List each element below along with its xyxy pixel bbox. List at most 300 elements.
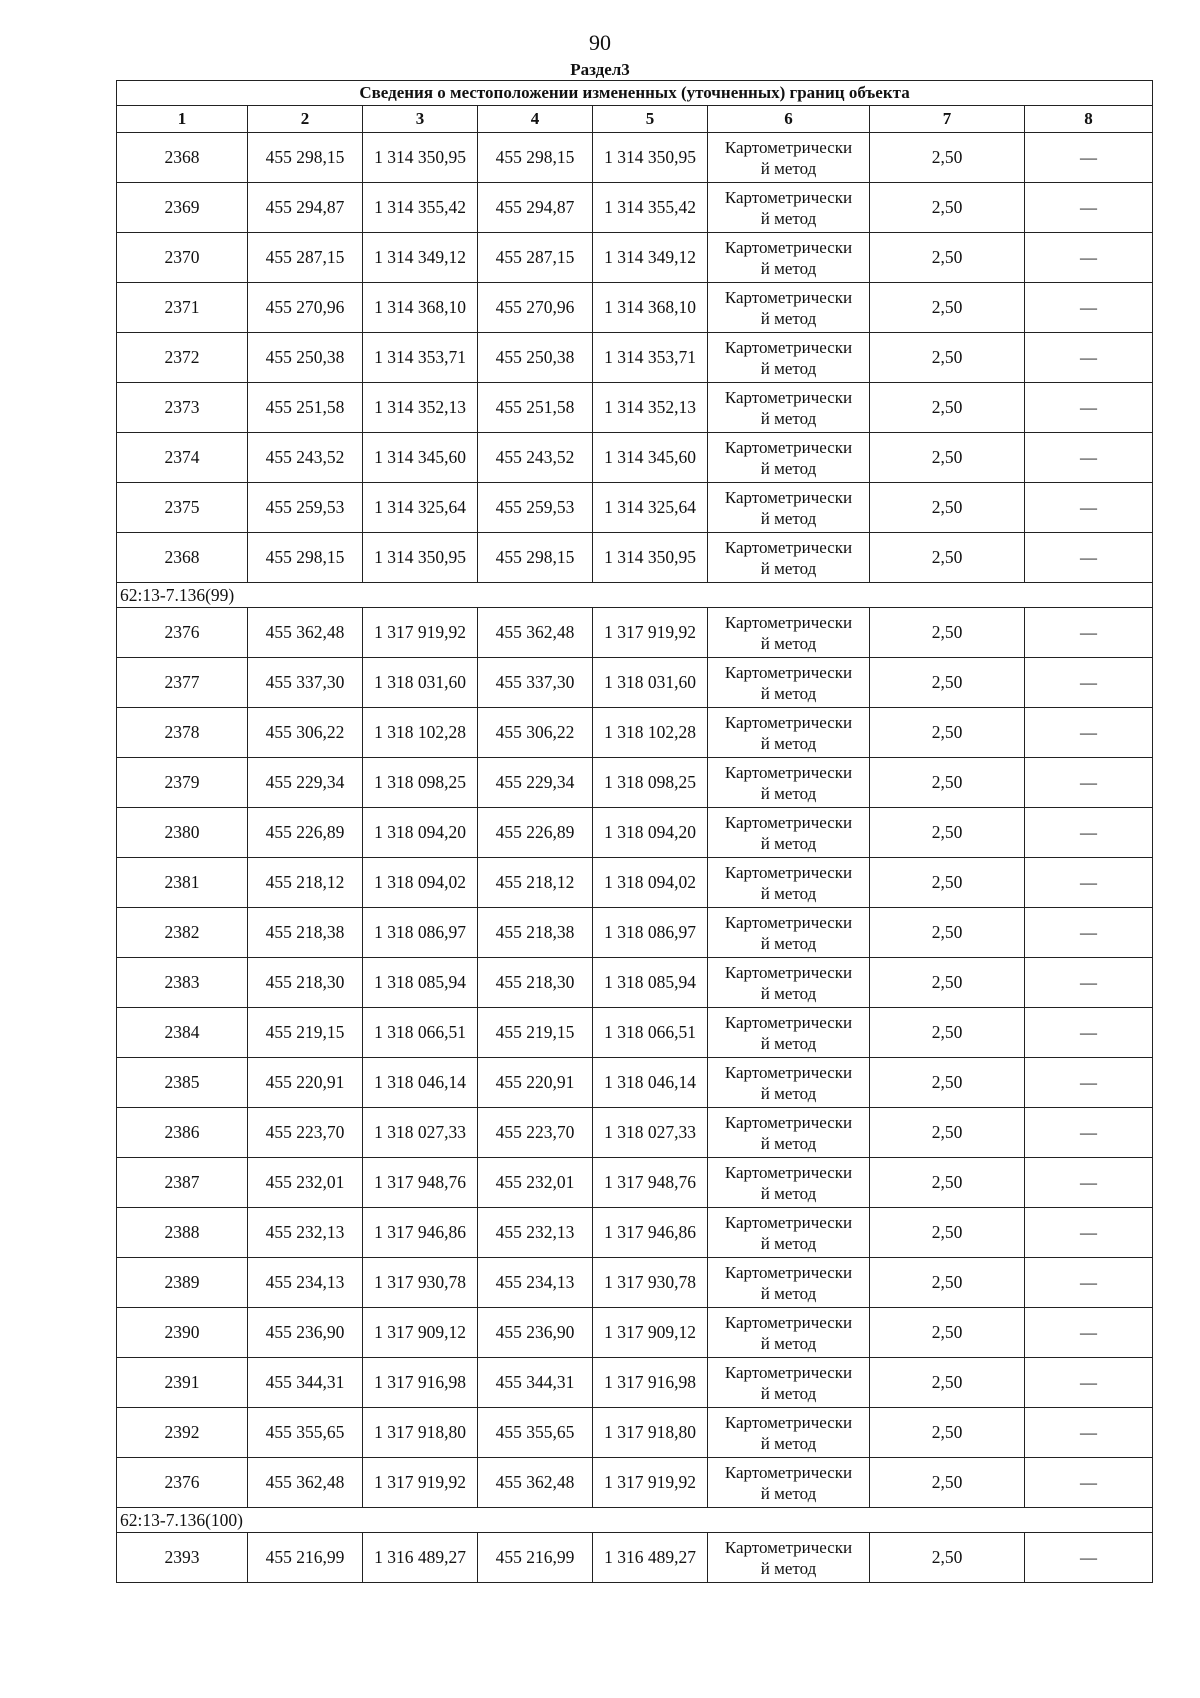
description-cell: — (1025, 383, 1153, 433)
x-new-cell: 455 355,65 (478, 1408, 593, 1458)
y-new-cell: 1 318 098,25 (593, 758, 708, 808)
accuracy-cell: 2,50 (870, 758, 1025, 808)
y-new-cell: 1 317 909,12 (593, 1308, 708, 1358)
method-text-line: Картометрически (724, 537, 853, 557)
y-new-cell: 1 317 919,92 (593, 608, 708, 658)
x-old-cell: 455 223,70 (248, 1108, 363, 1158)
table-row (117, 233, 1153, 283)
table-row (117, 1008, 1153, 1058)
method-cell (708, 183, 870, 233)
method-text-line: Картометрически (724, 187, 853, 207)
method-cell (708, 1408, 870, 1458)
x-old-cell: 455 220,91 (248, 1058, 363, 1108)
accuracy-cell: 2,50 (870, 383, 1025, 433)
table-row (117, 1458, 1153, 1508)
point-number-cell: 2377 (117, 658, 248, 708)
point-number-cell: 2379 (117, 758, 248, 808)
x-old-cell: 455 226,89 (248, 808, 363, 858)
accuracy-cell: 2,50 (870, 233, 1025, 283)
column-header: 4 (478, 106, 593, 133)
accuracy-cell: 2,50 (870, 1208, 1025, 1258)
point-number-cell: 2376 (117, 608, 248, 658)
method-text-line: Картометрически (724, 612, 853, 632)
method-cell (708, 908, 870, 958)
point-number-cell: 2371 (117, 283, 248, 333)
x-new-cell: 455 287,15 (478, 233, 593, 283)
y-new-cell: 1 318 046,14 (593, 1058, 708, 1108)
x-new-cell: 455 344,31 (478, 1358, 593, 1408)
method-cell (708, 858, 870, 908)
x-new-cell: 455 243,52 (478, 433, 593, 483)
method-text-line: й метод (760, 458, 817, 478)
method-text-line: й метод (760, 508, 817, 528)
description-cell: — (1025, 1458, 1153, 1508)
y-new-cell: 1 317 919,92 (593, 1458, 708, 1508)
description-cell: — (1025, 908, 1153, 958)
method-text-line: й метод (760, 633, 817, 653)
group-row (117, 583, 1153, 608)
point-number-cell: 2372 (117, 333, 248, 383)
table-row (117, 708, 1153, 758)
point-number-cell: 2381 (117, 858, 248, 908)
x-new-cell: 455 218,12 (478, 858, 593, 908)
x-new-cell: 455 298,15 (478, 133, 593, 183)
table-body (117, 133, 1153, 1583)
method-text-line: й метод (760, 358, 817, 378)
table-row (117, 1358, 1153, 1408)
y-old-cell: 1 318 098,25 (363, 758, 478, 808)
point-number-cell: 2392 (117, 1408, 248, 1458)
method-text-line: й метод (760, 1483, 817, 1503)
method-text-line: й метод (760, 1433, 817, 1453)
y-old-cell: 1 314 352,13 (363, 383, 478, 433)
method-cell (708, 808, 870, 858)
y-old-cell: 1 318 102,28 (363, 708, 478, 758)
x-old-cell: 455 362,48 (248, 1458, 363, 1508)
y-old-cell: 1 314 350,95 (363, 533, 478, 583)
x-new-cell: 455 259,53 (478, 483, 593, 533)
y-new-cell: 1 318 027,33 (593, 1108, 708, 1158)
method-cell (708, 333, 870, 383)
table-row (117, 1533, 1153, 1583)
y-new-cell: 1 317 918,80 (593, 1408, 708, 1458)
description-cell: — (1025, 1058, 1153, 1108)
y-new-cell: 1 317 930,78 (593, 1258, 708, 1308)
x-old-cell: 455 236,90 (248, 1308, 363, 1358)
x-old-cell: 455 234,13 (248, 1258, 363, 1308)
description-cell: — (1025, 708, 1153, 758)
accuracy-cell: 2,50 (870, 333, 1025, 383)
description-cell: — (1025, 808, 1153, 858)
method-text-line: й метод (760, 1083, 817, 1103)
method-text-line: Картометрически (724, 437, 853, 457)
y-new-cell: 1 318 102,28 (593, 708, 708, 758)
description-cell: — (1025, 1408, 1153, 1458)
method-text-line: Картометрически (724, 812, 853, 832)
method-text-line: й метод (760, 1183, 817, 1203)
x-new-cell: 455 236,90 (478, 1308, 593, 1358)
y-new-cell: 1 317 948,76 (593, 1158, 708, 1208)
method-cell (708, 758, 870, 808)
method-cell (708, 708, 870, 758)
description-cell: — (1025, 283, 1153, 333)
table-row (117, 908, 1153, 958)
point-number-cell: 2368 (117, 533, 248, 583)
method-text-line: Картометрически (724, 1462, 853, 1482)
method-text-line: й метод (760, 1383, 817, 1403)
x-old-cell: 455 251,58 (248, 383, 363, 433)
y-new-cell: 1 314 345,60 (593, 433, 708, 483)
description-cell: — (1025, 858, 1153, 908)
method-text-line: й метод (760, 1558, 817, 1578)
x-old-cell: 455 243,52 (248, 433, 363, 483)
group-label: 62:13-7.136(99) (117, 583, 1153, 608)
y-new-cell: 1 318 086,97 (593, 908, 708, 958)
x-old-cell: 455 250,38 (248, 333, 363, 383)
x-old-cell: 455 337,30 (248, 658, 363, 708)
y-old-cell: 1 314 325,64 (363, 483, 478, 533)
x-old-cell: 455 218,38 (248, 908, 363, 958)
table-row (117, 183, 1153, 233)
table-row (117, 958, 1153, 1008)
point-number-cell: 2370 (117, 233, 248, 283)
method-cell (708, 1208, 870, 1258)
table-row (117, 1058, 1153, 1108)
accuracy-cell: 2,50 (870, 608, 1025, 658)
x-old-cell: 455 298,15 (248, 533, 363, 583)
x-old-cell: 455 294,87 (248, 183, 363, 233)
method-cell (708, 133, 870, 183)
y-new-cell: 1 318 066,51 (593, 1008, 708, 1058)
x-new-cell: 455 220,91 (478, 1058, 593, 1108)
accuracy-cell: 2,50 (870, 1158, 1025, 1208)
y-new-cell: 1 317 946,86 (593, 1208, 708, 1258)
x-old-cell: 455 219,15 (248, 1008, 363, 1058)
method-text-line: Картометрически (724, 962, 853, 982)
accuracy-cell: 2,50 (870, 1008, 1025, 1058)
x-new-cell: 455 270,96 (478, 283, 593, 333)
y-old-cell: 1 314 350,95 (363, 133, 478, 183)
y-old-cell: 1 314 345,60 (363, 433, 478, 483)
table-row (117, 1408, 1153, 1458)
table-row (117, 133, 1153, 183)
x-old-cell: 455 355,65 (248, 1408, 363, 1458)
method-text-line: й метод (760, 258, 817, 278)
y-new-cell: 1 314 352,13 (593, 383, 708, 433)
table-row (117, 758, 1153, 808)
table-row (117, 433, 1153, 483)
method-text-line: Картометрически (724, 1012, 853, 1032)
method-text-line: й метод (760, 933, 817, 953)
method-cell (708, 433, 870, 483)
description-cell: — (1025, 758, 1153, 808)
y-old-cell: 1 318 046,14 (363, 1058, 478, 1108)
description-cell: — (1025, 1533, 1153, 1583)
description-cell: — (1025, 1208, 1153, 1258)
column-header: 8 (1025, 106, 1153, 133)
accuracy-cell: 2,50 (870, 1458, 1025, 1508)
section-title: Раздел3 (570, 60, 630, 79)
accuracy-cell: 2,50 (870, 1308, 1025, 1358)
x-old-cell: 455 344,31 (248, 1358, 363, 1408)
y-old-cell: 1 314 355,42 (363, 183, 478, 233)
y-old-cell: 1 317 909,12 (363, 1308, 478, 1358)
point-number-cell: 2387 (117, 1158, 248, 1208)
method-text-line: й метод (760, 1033, 817, 1053)
point-number-cell: 2378 (117, 708, 248, 758)
x-new-cell: 455 216,99 (478, 1533, 593, 1583)
description-cell: — (1025, 658, 1153, 708)
point-number-cell: 2393 (117, 1533, 248, 1583)
x-old-cell: 455 287,15 (248, 233, 363, 283)
method-text-line: й метод (760, 733, 817, 753)
method-cell (708, 383, 870, 433)
description-cell: — (1025, 958, 1153, 1008)
x-new-cell: 455 232,13 (478, 1208, 593, 1258)
x-new-cell: 455 223,70 (478, 1108, 593, 1158)
y-new-cell: 1 314 325,64 (593, 483, 708, 533)
method-text-line: й метод (760, 1233, 817, 1253)
x-new-cell: 455 294,87 (478, 183, 593, 233)
column-header: 7 (870, 106, 1025, 133)
y-old-cell: 1 318 066,51 (363, 1008, 478, 1058)
point-number-cell: 2373 (117, 383, 248, 433)
accuracy-cell: 2,50 (870, 708, 1025, 758)
point-number-cell: 2369 (117, 183, 248, 233)
x-old-cell: 455 232,13 (248, 1208, 363, 1258)
description-cell: — (1025, 183, 1153, 233)
x-new-cell: 455 251,58 (478, 383, 593, 433)
method-text-line: Картометрически (724, 912, 853, 932)
method-cell (708, 608, 870, 658)
x-new-cell: 455 234,13 (478, 1258, 593, 1308)
accuracy-cell: 2,50 (870, 1533, 1025, 1583)
table-title: Сведения о местоположении измененных (уточненных) границ объекта (117, 81, 1153, 106)
accuracy-cell: 2,50 (870, 433, 1025, 483)
method-text-line: Картометрически (724, 387, 853, 407)
x-new-cell: 455 298,15 (478, 533, 593, 583)
table-row (117, 1308, 1153, 1358)
accuracy-cell: 2,50 (870, 183, 1025, 233)
x-new-cell: 455 226,89 (478, 808, 593, 858)
table-row (117, 283, 1153, 333)
method-text-line: Картометрически (724, 487, 853, 507)
method-text-line: Картометрически (724, 1212, 853, 1232)
description-cell: — (1025, 483, 1153, 533)
accuracy-cell: 2,50 (870, 1258, 1025, 1308)
point-number-cell: 2376 (117, 1458, 248, 1508)
y-new-cell: 1 316 489,27 (593, 1533, 708, 1583)
method-cell (708, 1458, 870, 1508)
y-new-cell: 1 314 349,12 (593, 233, 708, 283)
group-row (117, 1508, 1153, 1533)
method-cell (708, 1308, 870, 1358)
method-text-line: Картометрически (724, 862, 853, 882)
method-text-line: Картометрически (724, 137, 853, 157)
method-text-line: Картометрически (724, 1312, 853, 1332)
table-row (117, 808, 1153, 858)
y-old-cell: 1 316 489,27 (363, 1533, 478, 1583)
method-text-line: й метод (760, 1333, 817, 1353)
x-new-cell: 455 232,01 (478, 1158, 593, 1208)
y-old-cell: 1 318 031,60 (363, 658, 478, 708)
method-text-line: Картометрически (724, 1537, 853, 1557)
method-text-line: й метод (760, 1283, 817, 1303)
method-text-line: й метод (760, 833, 817, 853)
description-cell: — (1025, 608, 1153, 658)
method-text-line: Картометрически (724, 712, 853, 732)
method-cell (708, 533, 870, 583)
method-cell (708, 233, 870, 283)
y-new-cell: 1 314 350,95 (593, 133, 708, 183)
accuracy-cell: 2,50 (870, 1358, 1025, 1408)
table-row (117, 483, 1153, 533)
x-old-cell: 455 216,99 (248, 1533, 363, 1583)
method-cell (708, 1008, 870, 1058)
description-cell: — (1025, 333, 1153, 383)
x-new-cell: 455 218,30 (478, 958, 593, 1008)
y-old-cell: 1 318 094,02 (363, 858, 478, 908)
column-header: 1 (117, 106, 248, 133)
x-old-cell: 455 270,96 (248, 283, 363, 333)
point-number-cell: 2384 (117, 1008, 248, 1058)
x-old-cell: 455 232,01 (248, 1158, 363, 1208)
method-cell (708, 1158, 870, 1208)
point-number-cell: 2391 (117, 1358, 248, 1408)
point-number-cell: 2368 (117, 133, 248, 183)
method-text-line: Картометрически (724, 762, 853, 782)
x-new-cell: 455 362,48 (478, 1458, 593, 1508)
description-cell: — (1025, 1358, 1153, 1408)
y-old-cell: 1 314 353,71 (363, 333, 478, 383)
description-cell: — (1025, 133, 1153, 183)
x-old-cell: 455 362,48 (248, 608, 363, 658)
method-cell (708, 958, 870, 1008)
x-new-cell: 455 362,48 (478, 608, 593, 658)
y-new-cell: 1 318 031,60 (593, 658, 708, 708)
column-header: 3 (363, 106, 478, 133)
method-cell (708, 1108, 870, 1158)
column-header: 6 (708, 106, 870, 133)
table-row (117, 1158, 1153, 1208)
description-cell: — (1025, 1108, 1153, 1158)
method-text-line: й метод (760, 883, 817, 903)
description-cell: — (1025, 1158, 1153, 1208)
y-old-cell: 1 317 930,78 (363, 1258, 478, 1308)
x-old-cell: 455 218,30 (248, 958, 363, 1008)
x-new-cell: 455 229,34 (478, 758, 593, 808)
method-text-line: й метод (760, 1133, 817, 1153)
x-old-cell: 455 218,12 (248, 858, 363, 908)
method-text-line: й метод (760, 783, 817, 803)
page-number: 90 (589, 30, 611, 55)
x-new-cell: 455 218,38 (478, 908, 593, 958)
method-cell (708, 1533, 870, 1583)
y-old-cell: 1 317 946,86 (363, 1208, 478, 1258)
accuracy-cell: 2,50 (870, 533, 1025, 583)
x-old-cell: 455 306,22 (248, 708, 363, 758)
description-cell: — (1025, 233, 1153, 283)
y-new-cell: 1 318 094,02 (593, 858, 708, 908)
description-cell: — (1025, 1258, 1153, 1308)
accuracy-cell: 2,50 (870, 958, 1025, 1008)
y-old-cell: 1 314 368,10 (363, 283, 478, 333)
method-cell (708, 283, 870, 333)
point-number-cell: 2374 (117, 433, 248, 483)
column-header: 5 (593, 106, 708, 133)
x-old-cell: 455 229,34 (248, 758, 363, 808)
method-text-line: й метод (760, 558, 817, 578)
x-new-cell: 455 306,22 (478, 708, 593, 758)
point-number-cell: 2389 (117, 1258, 248, 1308)
point-number-cell: 2380 (117, 808, 248, 858)
method-cell (708, 658, 870, 708)
method-text-line: Картометрически (724, 337, 853, 357)
y-old-cell: 1 314 349,12 (363, 233, 478, 283)
method-cell (708, 1058, 870, 1108)
method-text-line: й метод (760, 683, 817, 703)
method-text-line: й метод (760, 308, 817, 328)
point-number-cell: 2386 (117, 1108, 248, 1158)
y-old-cell: 1 318 027,33 (363, 1108, 478, 1158)
x-old-cell: 455 298,15 (248, 133, 363, 183)
accuracy-cell: 2,50 (870, 283, 1025, 333)
x-old-cell: 455 259,53 (248, 483, 363, 533)
method-cell (708, 483, 870, 533)
y-old-cell: 1 317 918,80 (363, 1408, 478, 1458)
y-new-cell: 1 314 355,42 (593, 183, 708, 233)
method-text-line: Картометрически (724, 287, 853, 307)
method-text-line: й метод (760, 983, 817, 1003)
description-cell: — (1025, 1008, 1153, 1058)
table-row (117, 608, 1153, 658)
x-new-cell: 455 219,15 (478, 1008, 593, 1058)
y-new-cell: 1 318 085,94 (593, 958, 708, 1008)
description-cell: — (1025, 533, 1153, 583)
method-text-line: й метод (760, 158, 817, 178)
table-row (117, 383, 1153, 433)
method-text-line: Картометрически (724, 237, 853, 257)
y-new-cell: 1 314 368,10 (593, 283, 708, 333)
y-new-cell: 1 317 916,98 (593, 1358, 708, 1408)
method-text-line: Картометрически (724, 1412, 853, 1432)
point-number-cell: 2375 (117, 483, 248, 533)
y-old-cell: 1 317 919,92 (363, 1458, 478, 1508)
table-row (117, 333, 1153, 383)
y-old-cell: 1 317 919,92 (363, 608, 478, 658)
table-row (117, 1258, 1153, 1308)
y-old-cell: 1 318 086,97 (363, 908, 478, 958)
point-number-cell: 2383 (117, 958, 248, 1008)
table-row (117, 1208, 1153, 1258)
y-new-cell: 1 314 353,71 (593, 333, 708, 383)
accuracy-cell: 2,50 (870, 808, 1025, 858)
method-text-line: Картометрически (724, 1362, 853, 1382)
y-old-cell: 1 317 916,98 (363, 1358, 478, 1408)
column-header: 2 (248, 106, 363, 133)
y-old-cell: 1 318 094,20 (363, 808, 478, 858)
method-text-line: Картометрически (724, 1112, 853, 1132)
method-text-line: Картометрически (724, 1162, 853, 1182)
x-new-cell: 455 337,30 (478, 658, 593, 708)
method-text-line: Картометрически (724, 662, 853, 682)
accuracy-cell: 2,50 (870, 1108, 1025, 1158)
accuracy-cell: 2,50 (870, 133, 1025, 183)
accuracy-cell: 2,50 (870, 858, 1025, 908)
table-row (117, 1108, 1153, 1158)
x-new-cell: 455 250,38 (478, 333, 593, 383)
description-cell: — (1025, 433, 1153, 483)
